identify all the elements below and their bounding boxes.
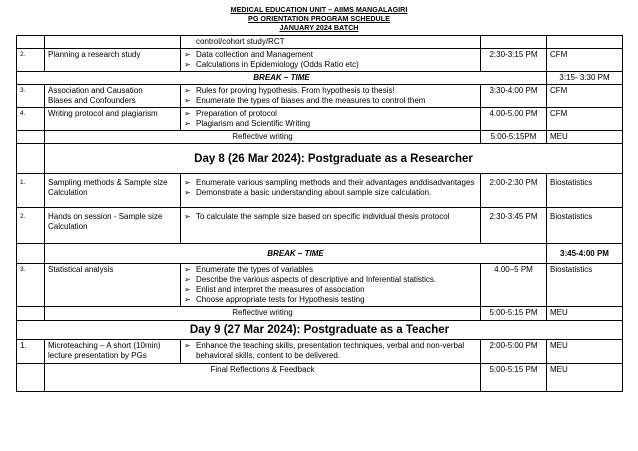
header-line-1: MEDICAL EDUCATION UNIT – AIIMS MANGALAGIRI bbox=[230, 5, 408, 14]
topic-cell: Sampling methods & Sample size Calculation bbox=[45, 174, 181, 208]
arrow-bullet-icon: ➢ bbox=[184, 212, 191, 221]
table-row bbox=[17, 174, 623, 208]
break-time: 3:15- 3:30 PM bbox=[547, 72, 623, 85]
list-item: ➢ Enumerate various sampling methods and their advantages anddisadvantages bbox=[184, 178, 475, 187]
list-item: ➢ Demonstrate a basic understanding about sample size calculation. bbox=[184, 188, 432, 197]
faculty-cell: Biostatistics bbox=[547, 174, 623, 208]
arrow-bullet-icon: ➢ bbox=[184, 265, 191, 274]
arrow-bullet-icon: ➢ bbox=[184, 188, 191, 197]
break-label: BREAK – TIME bbox=[17, 72, 547, 85]
arrow-bullet-icon: ➢ bbox=[184, 50, 191, 59]
time-cell: 4.00–5 PM bbox=[481, 264, 547, 307]
row-number: 4. bbox=[17, 108, 45, 131]
reflective-row bbox=[17, 307, 623, 321]
arrow-bullet-icon: ➢ bbox=[184, 119, 191, 128]
arrow-bullet-icon: ➢ bbox=[184, 96, 191, 105]
list-item: ➢ Enumerate the types of biases and the measures to control them bbox=[184, 96, 426, 105]
row-number: 2. bbox=[17, 208, 45, 244]
topic-cell: Association and Causation Biases and Confounders bbox=[45, 85, 181, 108]
objective-cell bbox=[181, 264, 481, 307]
time-cell: 3:30-4:00 PM bbox=[481, 85, 547, 108]
faculty-cell: MEU bbox=[547, 340, 623, 364]
list-item: ➢ Rules for proving hypothesis. From hypothesis to thesis! bbox=[184, 86, 395, 95]
objective-cell bbox=[181, 85, 481, 108]
list-item: ➢ Enlist and interpret the measures of association bbox=[184, 285, 365, 294]
time-cell: 2:30-3:15 PM bbox=[481, 49, 547, 72]
table-row bbox=[17, 36, 623, 49]
row-number: 3. bbox=[17, 264, 45, 307]
break-row bbox=[17, 72, 623, 85]
table-row bbox=[17, 340, 623, 364]
row-number: 2. bbox=[17, 49, 45, 72]
arrow-bullet-icon: ➢ bbox=[184, 341, 191, 350]
row-number: 1. bbox=[17, 340, 45, 364]
time-cell: 5:00-5:15 PM bbox=[481, 364, 547, 392]
faculty-cell: Biostatistics bbox=[547, 208, 623, 244]
table-row bbox=[17, 108, 623, 131]
arrow-bullet-icon: ➢ bbox=[184, 60, 191, 69]
topic-cell: Hands on session - Sample size Calculation bbox=[45, 208, 181, 244]
arrow-bullet-icon: ➢ bbox=[184, 86, 191, 95]
day-9-heading: Day 9 (27 Mar 2024): Postgraduate as a Teacher bbox=[17, 321, 623, 340]
day-heading-row bbox=[17, 321, 623, 340]
list-item: ➢ Data collection and Management bbox=[184, 50, 313, 59]
schedule-table bbox=[16, 35, 623, 392]
break-label: BREAK – TIME bbox=[45, 244, 547, 264]
objective-cell bbox=[181, 108, 481, 131]
reflective-label: Reflective writing bbox=[45, 307, 481, 321]
list-item: ➢ To calculate the sample size based on specific individual thesis protocol bbox=[184, 212, 450, 221]
header-line-2: PG ORIENTATION PROGRAM SCHEDULE bbox=[248, 14, 390, 23]
row-number: 3. bbox=[17, 85, 45, 108]
reflective-label: Reflective writing bbox=[45, 131, 481, 144]
table-row bbox=[17, 264, 623, 307]
time-cell: 5:00-5:15 PM bbox=[481, 307, 547, 321]
list-item: ➢ Describe the various aspects of descriptive and Inferential statistics. bbox=[184, 275, 437, 284]
faculty-cell: Biostatistics bbox=[547, 264, 623, 307]
final-reflections-label: Final Reflections & Feedback bbox=[45, 364, 481, 392]
reflective-row bbox=[17, 364, 623, 392]
faculty-cell: CFM bbox=[547, 85, 623, 108]
faculty-cell: MEU bbox=[547, 364, 623, 392]
topic-cell: Planning a research study bbox=[45, 49, 181, 72]
arrow-bullet-icon: ➢ bbox=[184, 275, 191, 284]
time-cell: 2:30-3:45 PM bbox=[481, 208, 547, 244]
topic-cell: Microteaching – A short (10min) lecture presentation by PGs bbox=[45, 340, 181, 364]
objective-cell bbox=[181, 340, 481, 364]
reflective-row bbox=[17, 131, 623, 144]
arrow-bullet-icon: ➢ bbox=[184, 109, 191, 118]
faculty-cell: CFM bbox=[547, 108, 623, 131]
faculty-cell: MEU bbox=[547, 131, 623, 144]
break-row bbox=[17, 244, 623, 264]
arrow-bullet-icon: ➢ bbox=[184, 285, 191, 294]
objective-cell bbox=[181, 208, 481, 244]
faculty-cell: CFM bbox=[547, 49, 623, 72]
list-item: ➢ Plagiarism and Scientific Writing bbox=[184, 119, 311, 128]
time-cell: 2:00-5:00 PM bbox=[481, 340, 547, 364]
list-item: ➢ Choose appropriate tests for Hypothesis testing bbox=[184, 295, 365, 304]
topic-cell: Writing protocol and plagiarism bbox=[45, 108, 181, 131]
table-row bbox=[17, 208, 623, 244]
arrow-bullet-icon: ➢ bbox=[184, 178, 191, 187]
time-cell: 4.00-5.00 PM bbox=[481, 108, 547, 131]
day-heading-row bbox=[17, 144, 623, 174]
day-8-heading: Day 8 (26 Mar 2024): Postgraduate as a Researcher bbox=[45, 144, 623, 174]
time-cell: 2:00-2:30 PM bbox=[481, 174, 547, 208]
topic-cell: Statistical analysis bbox=[45, 264, 181, 307]
table-row bbox=[17, 49, 623, 72]
objective-cell bbox=[181, 49, 481, 72]
list-item: ➢ Enumerate the types of variables bbox=[184, 265, 313, 274]
doc-header bbox=[0, 5, 638, 32]
list-item: ➢ Calculations in Epidemiology (Odds Ratio etc) bbox=[184, 60, 359, 69]
table-row bbox=[17, 85, 623, 108]
list-item: ➢ Preparation of protocol bbox=[184, 109, 277, 118]
break-time: 3:45-4:00 PM bbox=[547, 244, 623, 264]
objective-cell: control/cohort study/RCT bbox=[181, 36, 481, 49]
arrow-bullet-icon: ➢ bbox=[184, 295, 191, 304]
list-item: ➢ Enhance the teaching skills, presentation techniques, verbal and non-verbal behavioral skills, content to be delivered. bbox=[184, 341, 465, 360]
row-number: 1. bbox=[17, 174, 45, 208]
faculty-cell: MEU bbox=[547, 307, 623, 321]
header-line-3: JANUARY 2024 BATCH bbox=[279, 23, 359, 32]
time-cell: 5:00-5:15PM bbox=[481, 131, 547, 144]
objective-cell bbox=[181, 174, 481, 208]
